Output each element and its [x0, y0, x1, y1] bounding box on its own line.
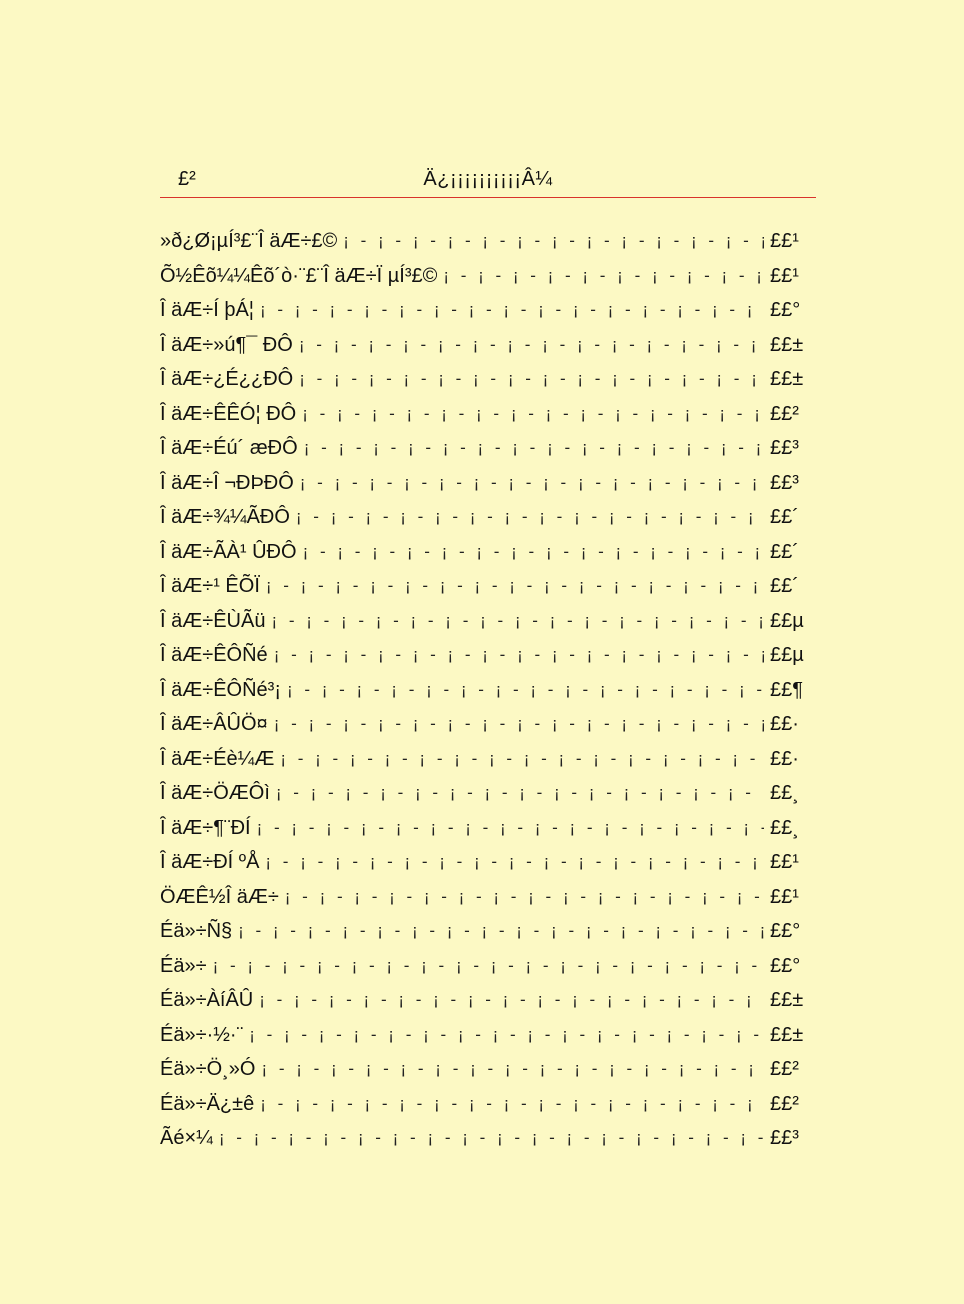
toc-dot-leader: [302, 399, 764, 429]
toc-dot-leader: [259, 985, 764, 1015]
toc-entry-page: ££±: [764, 1020, 824, 1050]
toc-entry[interactable]: [160, 845, 824, 880]
toc-entry[interactable]: [160, 742, 824, 777]
toc-dot-leader: [343, 226, 764, 256]
toc-entry[interactable]: [160, 328, 824, 363]
toc-entry-title: Î äÆ÷ÊÊÓ¦ ÐÔ: [160, 399, 302, 429]
toc-entry-page: ££¹: [764, 261, 824, 291]
toc-entry-page: ££µ: [764, 606, 824, 636]
toc-entry-page: ££²: [764, 1054, 824, 1084]
toc-entry[interactable]: [160, 707, 824, 742]
toc-entry-title: Î äÆ÷ÖÆÔì: [160, 778, 276, 808]
toc-entry-title: Î äÆ÷ÐÍ ºÅ: [160, 847, 265, 877]
header-rule: [160, 197, 816, 198]
toc-entry-title: Éä»÷Ö¸»Ó: [160, 1054, 261, 1084]
toc-entry-title: Éä»÷ÀíÂÛ: [160, 985, 259, 1015]
toc-entry[interactable]: [160, 466, 824, 501]
toc-entry[interactable]: [160, 1052, 824, 1087]
toc-entry-page: ££·: [764, 744, 824, 774]
toc-dot-leader: [265, 847, 764, 877]
toc-entry-title: Î äÆ÷Éè¼Æ: [160, 744, 280, 774]
toc-entry-title: Éä»÷Ñ§: [160, 916, 238, 946]
toc-entry[interactable]: [160, 431, 824, 466]
toc-entry[interactable]: [160, 914, 824, 949]
toc-dot-leader: [287, 675, 764, 705]
toc-entry-page: ££¶: [764, 675, 824, 705]
toc-entry[interactable]: [160, 259, 824, 294]
toc-entry-title: Éä»÷·½·¨: [160, 1020, 249, 1050]
toc-dot-leader: [238, 916, 764, 946]
toc-dot-leader: [271, 606, 764, 636]
toc-entry-page: ££³: [764, 433, 824, 463]
toc-entry-title: Î äÆ÷¿É¿¿ÐÔ: [160, 364, 299, 394]
toc-entry-title: Î äÆ÷Í þÁ¦: [160, 295, 260, 325]
toc-entry-page: ££³: [764, 468, 824, 498]
toc-entry[interactable]: [160, 362, 824, 397]
running-title: Ä¿¡¡¡¡¡¡¡¡¡¡Â¼: [423, 168, 553, 190]
toc-entry[interactable]: [160, 397, 824, 432]
toc-entry-page: ££·: [764, 709, 824, 739]
toc-entry-title: ÖÆÊ½Î äÆ÷: [160, 882, 285, 912]
toc-dot-leader: [443, 261, 764, 291]
toc-entry[interactable]: [160, 1018, 824, 1053]
toc-entry-page: ££¹: [764, 882, 824, 912]
toc-entry-title: Î äÆ÷»ú¶¯ ÐÔ: [160, 330, 299, 360]
toc-entry-page: ££¸: [764, 778, 824, 808]
toc-dot-leader: [260, 1089, 764, 1119]
toc-entry[interactable]: [160, 1087, 824, 1122]
toc-entry-page: ££´: [764, 537, 824, 567]
toc-entry[interactable]: [160, 1121, 824, 1156]
toc-entry-page: ££°: [764, 951, 824, 981]
toc-dot-leader: [260, 295, 764, 325]
toc-dot-leader: [276, 778, 764, 808]
toc-entry-title: Éä»÷Ä¿±ê: [160, 1089, 260, 1119]
toc-dot-leader: [219, 1123, 764, 1153]
toc-entry[interactable]: [160, 224, 824, 259]
toc-entry-title: Î äÆ÷ÊÔÑé³¡: [160, 675, 287, 705]
toc-entry-title: Î äÆ÷Éú´ æÐÔ: [160, 433, 304, 463]
toc-entry-title: Î äÆ÷¶¨ÐÍ: [160, 813, 257, 843]
toc-entry-page: ££´: [764, 502, 824, 532]
toc-dot-leader: [285, 882, 764, 912]
toc-entry-page: ££±: [764, 364, 824, 394]
toc-entry[interactable]: [160, 880, 824, 915]
toc-entry-page: ££²: [764, 1089, 824, 1119]
toc-dot-leader: [296, 502, 764, 532]
toc-entry[interactable]: [160, 569, 824, 604]
toc-entry[interactable]: [160, 776, 824, 811]
toc-entry-title: Î äÆ÷Î ¬ÐÞÐÔ: [160, 468, 300, 498]
toc-entry[interactable]: [160, 638, 824, 673]
toc-dot-leader: [249, 1020, 764, 1050]
toc-entry-title: Ãé×¼: [160, 1123, 219, 1153]
toc-entry-page: ££´: [764, 571, 824, 601]
toc-entry[interactable]: [160, 604, 824, 639]
toc-entry-title: Î äÆ÷ÂÛÖ¤: [160, 709, 274, 739]
toc-entry-title: Î äÆ÷ÊÔÑé: [160, 640, 274, 670]
toc-entry-page: ££µ: [764, 640, 824, 670]
toc-entry[interactable]: [160, 500, 824, 535]
toc-dot-leader: [257, 813, 764, 843]
toc-entry-page: ££³: [764, 1123, 824, 1153]
toc-entry-title: Õ½Êõ¼¼Êõ´ò·¨£¨Î äÆ÷Ï µÍ³£©: [160, 261, 443, 291]
toc-entry-title: Éä»÷: [160, 951, 213, 981]
toc-entry[interactable]: [160, 811, 824, 846]
toc-entry-page: ££°: [764, 916, 824, 946]
table-of-contents: [160, 224, 824, 1156]
toc-entry[interactable]: [160, 673, 824, 708]
toc-dot-leader: [261, 1054, 764, 1084]
toc-dot-leader: [213, 951, 764, 981]
toc-dot-leader: [266, 571, 764, 601]
toc-entry-page: ££¹: [764, 226, 824, 256]
toc-entry[interactable]: [160, 535, 824, 570]
toc-entry-page: ££²: [764, 399, 824, 429]
toc-dot-leader: [280, 744, 764, 774]
toc-dot-leader: [299, 364, 764, 394]
toc-entry-page: ££¸: [764, 813, 824, 843]
toc-entry[interactable]: [160, 949, 824, 984]
toc-entry-page: ££¹: [764, 847, 824, 877]
toc-dot-leader: [300, 468, 764, 498]
page-number: £²: [178, 168, 196, 190]
toc-entry-title: Î äÆ÷ÃÀ¹ ÛÐÔ: [160, 537, 303, 567]
toc-entry-title: Î äÆ÷¹ ÊÕÏ: [160, 571, 266, 601]
toc-dot-leader: [299, 330, 764, 360]
page-header: [160, 165, 816, 193]
toc-dot-leader: [274, 709, 764, 739]
toc-dot-leader: [274, 640, 764, 670]
toc-dot-leader: [303, 537, 764, 567]
toc-entry-title: »ð¿Ø¡µÍ³£¨Î äÆ÷£©: [160, 226, 343, 256]
toc-entry-title: Î äÆ÷¾¼ÃÐÔ: [160, 502, 296, 532]
toc-entry-page: ££±: [764, 330, 824, 360]
toc-entry-page: ££±: [764, 985, 824, 1015]
toc-entry[interactable]: [160, 293, 824, 328]
toc-entry[interactable]: [160, 983, 824, 1018]
toc-entry-page: ££°: [764, 295, 824, 325]
toc-entry-title: Î äÆ÷ÊÙÃü: [160, 606, 271, 636]
toc-dot-leader: [304, 433, 764, 463]
